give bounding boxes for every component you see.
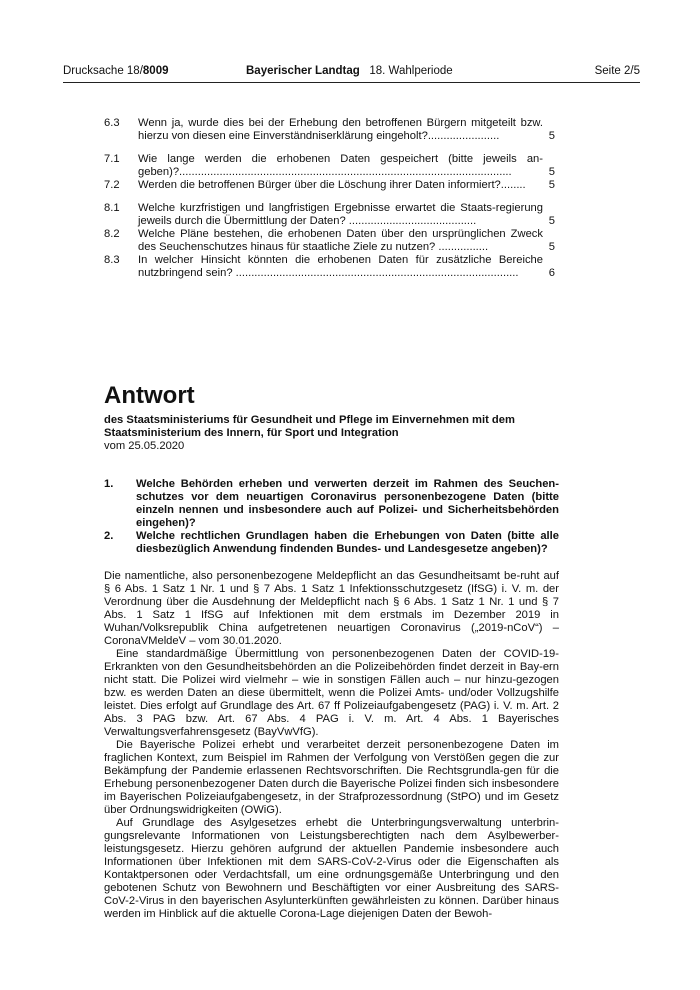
parliament-label: Bayerischer Landtag 18. Wahlperiode <box>246 65 453 77</box>
answer-subtitle: des Staatsministeriums für Gesundheit und Pflege im Einvernehmen mit dem Staatsministerium des Innern, für Sport und Integration <box>104 414 515 439</box>
table-of-contents <box>104 117 555 280</box>
paragraph: Die namentliche, also personenbezogene Meldepflicht an das Gesundheitsamt be-ruht auf § 6 Abs. 1 Satz 1 Nr. 1 und § 7 Abs. 1 Satz 1 Infektionsschutzgesetz (IfSG) i. V. m. der Verordnung über die Ausdehnung der Meldepflicht nach § 6 Abs. 1 Satz 1 Nr. 1 und § 7 Abs. 1 Satz 1 IfSG auf Infektionen mit dem erstmals im Dezember 2019 in Wuhan/Volksrepublik China aufgetretenen neuartigen Coronavirus („2019-nCoV“) – CoronaVMeldeV – vom 30.01.2020. <box>104 570 559 647</box>
toc-item: 8.2 Welche Pläne bestehen, die erhobenen Daten über den ursprünglichen Zweck des Seuchenschutzes hinaus für staatliche Ziele zu nutzen? ................ 5 <box>104 228 555 253</box>
toc-item: 8.3 In welcher Hinsicht könnten die erhobenen Daten für zusätzliche Bereiche nutzbringend sein? ........................................................................................... 6 <box>104 254 555 279</box>
answer-heading: Antwort <box>104 382 195 409</box>
question-item: 1. Welche Behörden erheben und verwerten derzeit im Rahmen des Seuchen-schutzes vor dem neuartigen Coronavirus personenbezogene Daten (bitte einzeln nennen und insbesondere auch auf Polizei- und Sicherheitsbehörden eingehen)? <box>104 478 559 529</box>
toc-item: 7.1 Wie lange werden die erhobenen Daten gespeichert (bitte jeweils an-geben)?........................................................................................................... 5 <box>104 153 555 178</box>
answer-body <box>104 570 559 921</box>
header-divider <box>63 82 640 83</box>
answer-date: vom 25.05.2020 <box>104 440 185 452</box>
question-block <box>104 478 559 556</box>
document-number: Drucksache 18/8009 <box>63 65 169 77</box>
paragraph: Die Bayerische Polizei erhebt und verarbeitet derzeit personenbezogene Daten im fraglichen Kontext, zum Beispiel im Rahmen der Verfolgung von Verstößen gegen die zur Bekämpfung der Pandemie erlassenen Rechtsvorschriften. Die Rechtsgrundla-gen für die Erhebung personenbezogener Daten durch die Bayerische Polizei finden sich insbesondere im Bayerischen Polizeiaufgabengesetz, in der Strafprozessordnung (StPO) und im Gesetz über Ordnungswidrigkeiten (OWiG). <box>104 739 559 816</box>
toc-item: 8.1 Welche kurzfristigen und langfristigen Ergebnisse erwartet die Staats-regierung jeweils durch die Übermittlung der Daten? ......................................... 5 <box>104 202 555 227</box>
toc-item: 7.2 Werden die betroffenen Bürger über die Löschung ihrer Daten informiert?........ 5 <box>104 179 555 191</box>
page-header <box>63 62 640 80</box>
toc-item: 6.3 Wenn ja, wurde dies bei der Erhebung den betroffenen Bürgern mitgeteilt bzw. hierzu von diesen eine Einverständniserklärung eingeholt?....................... 5 <box>104 117 555 142</box>
paragraph: Eine standardmäßige Übermittlung von personenbezogenen Daten der COVID-19-Erkrankten von den Gesundheitsbehörden an die Polizeibehörden findet derzeit in Bay-ern nicht statt. Die Polizei wird vielmehr – wie in sonstigen Fällen auch – nur hinzu-gezogen bzw. es werden Daten an diese übermittelt, wenn die Polizei Amts- und/oder Vollzugshilfe leistet. Dies erfolgt auf Grundlage des Art. 67 ff Polizeiaufgabengesetz (PAG) i. V. m. Art. 2 Abs. 3 PAG bzw. Art. 67 Abs. 4 PAG i. V. m. Art. 4 Abs. 1 Bayerisches Verwaltungsverfahrensgesetz (BayVwVfG). <box>104 648 559 738</box>
paragraph: Auf Grundlage des Asylgesetzes erhebt die Unterbringungsverwaltung unterbrin-gungsrelevante Informationen von Leistungsberechtigten nach dem Asylbewerber-leistungsgesetz. Hierzu gehören aufgrund der aktuellen Pandemie insbesondere auch Informationen über Infektionen mit dem SARS-CoV-2-Virus oder die Eigenschaften als Kontaktpersonen oder Verdachtsfall, um eine ordnungsgemäße Unterbringung und den gebotenen Schutz von Bewohnern und Beschäftigten vor einer Ausbreitung des SARS-CoV-2-Virus in den bayerischen Asylunterkünften gewährleisten zu können. Darüber hinaus werden im Hinblick auf die aktuelle Corona-Lage diejenigen Daten der Bewoh- <box>104 817 559 920</box>
page-number: Seite 2/5 <box>594 65 640 77</box>
question-item: 2. Welche rechtlichen Grundlagen haben die Erhebungen von Daten (bitte alle diesbezüglich Anwendung findenden Bundes- und Landesgesetze angeben)? <box>104 530 559 555</box>
